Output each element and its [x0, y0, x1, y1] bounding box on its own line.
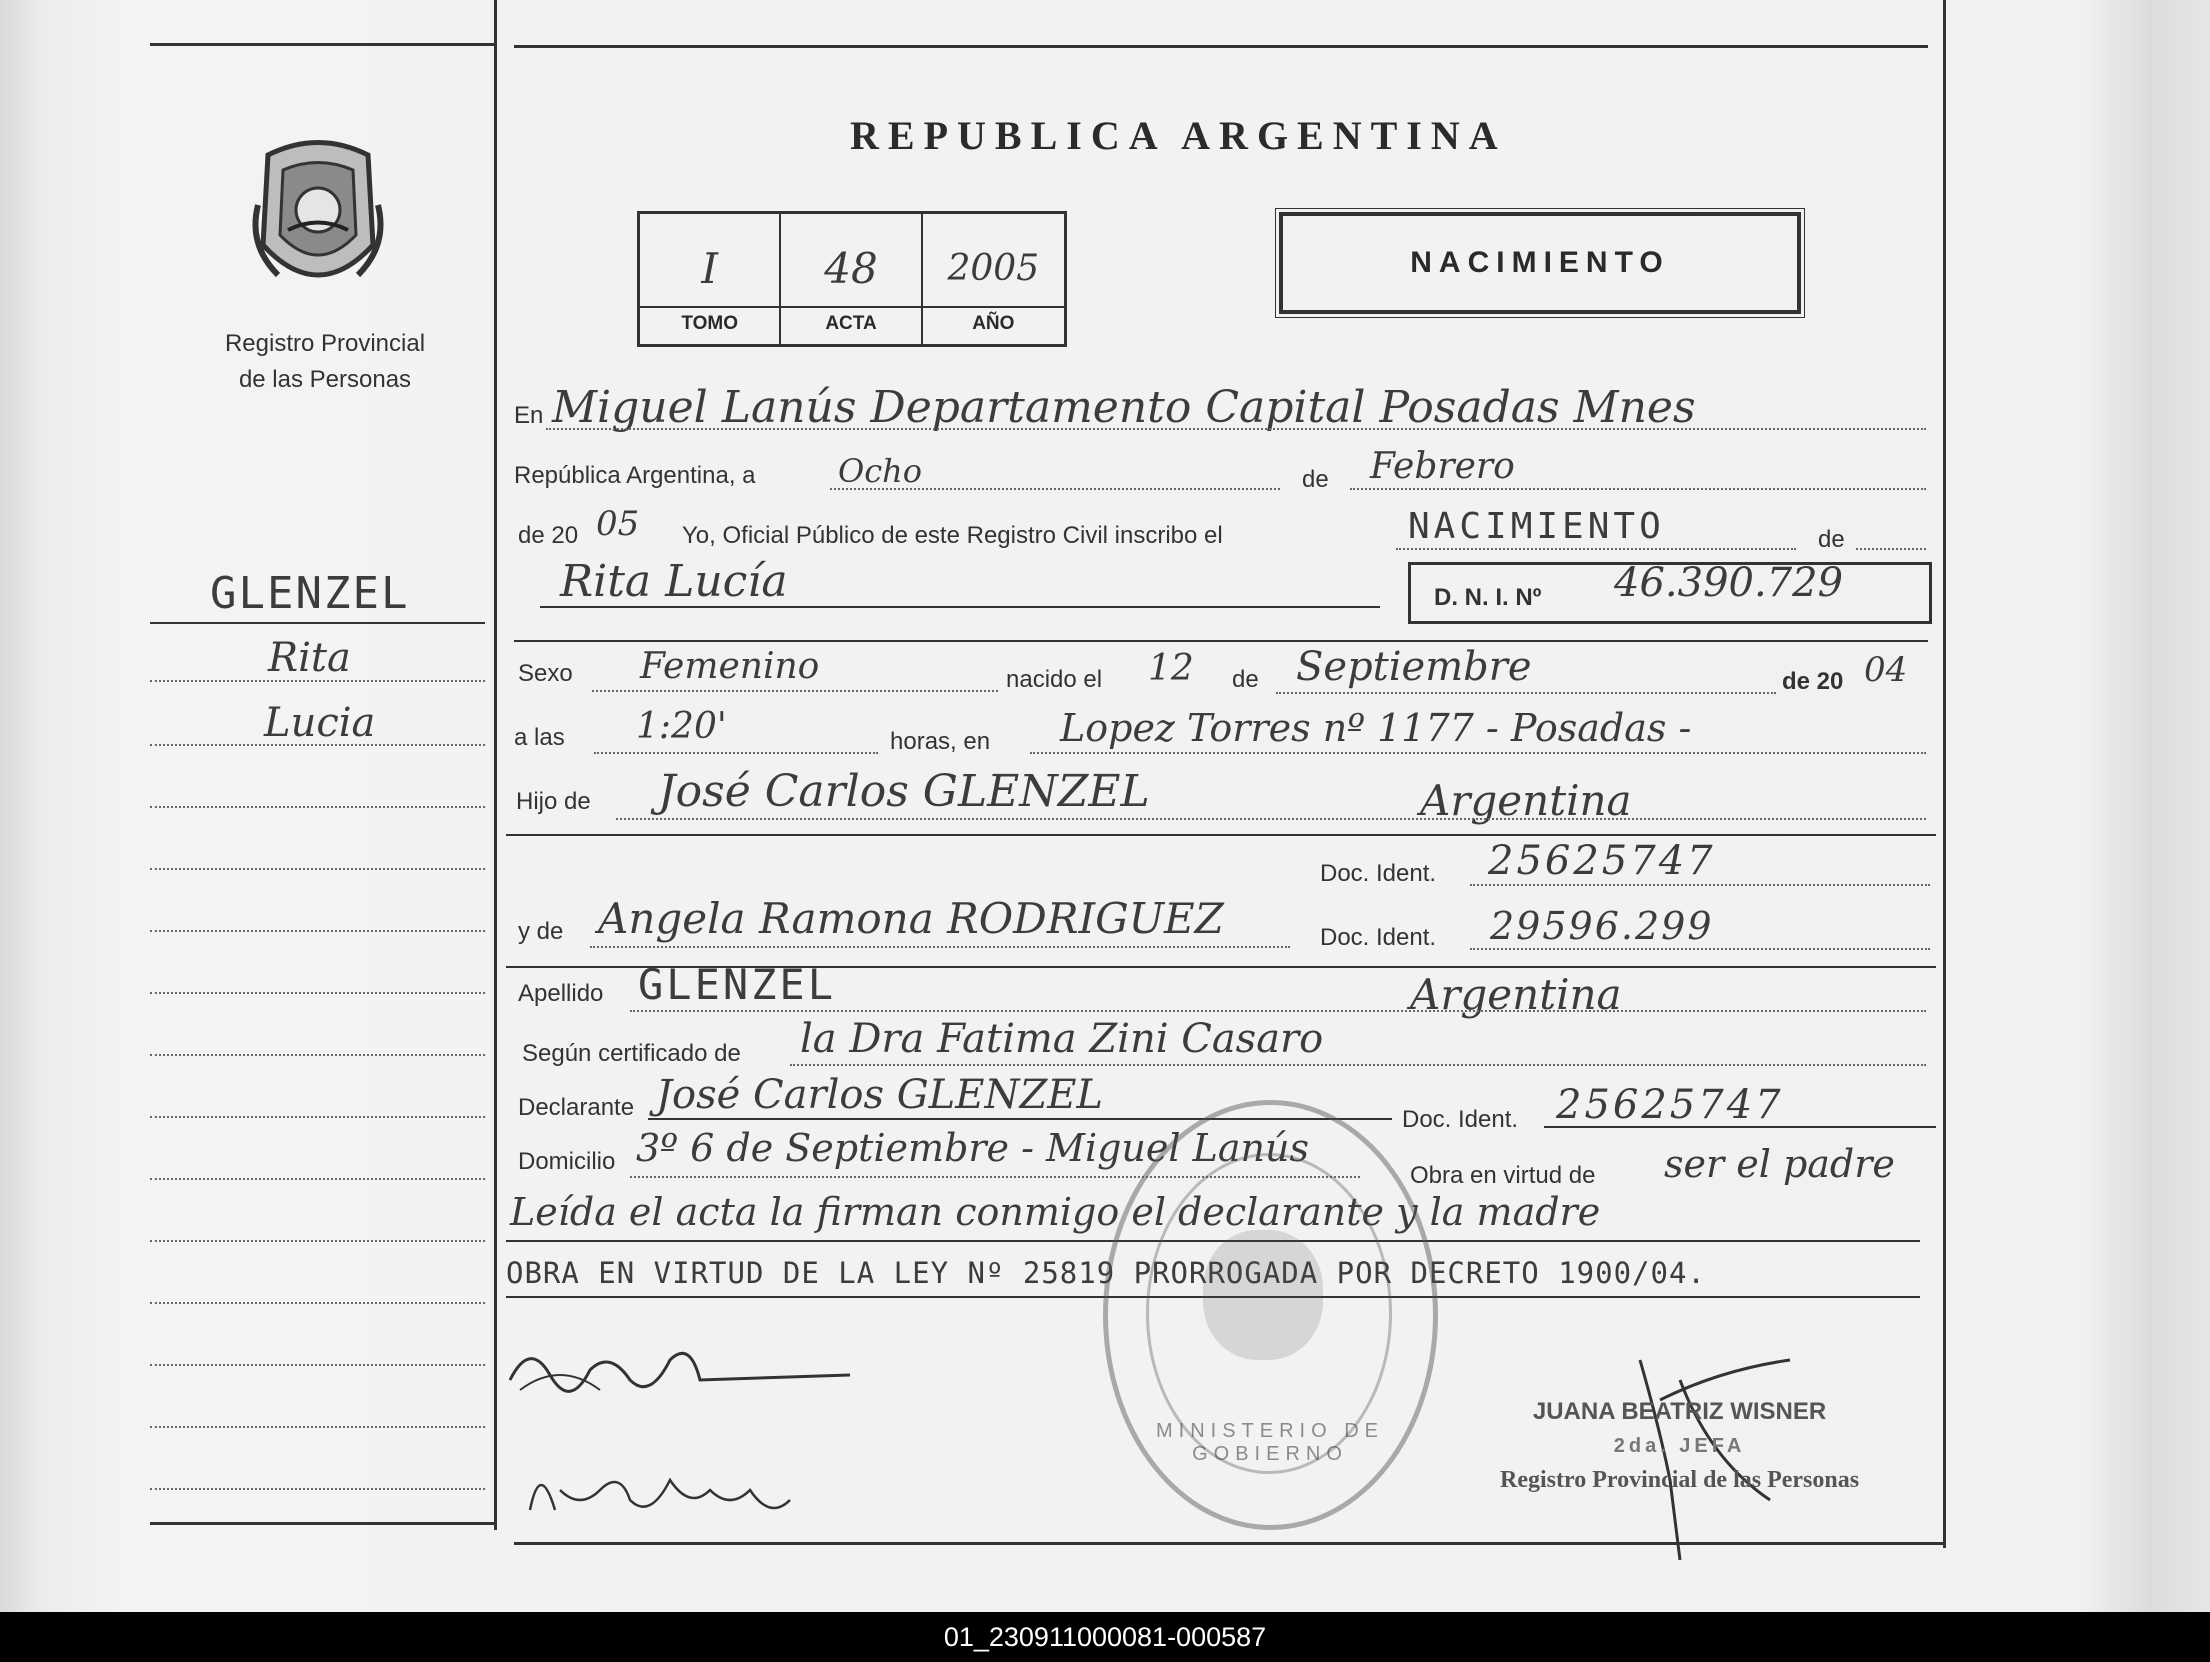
tomo-label: TOMO — [640, 306, 781, 344]
de2-line — [1856, 548, 1926, 550]
father-doc-value: 25625747 — [1488, 838, 1716, 884]
official-name: JUANA BEATRIZ WISNER — [1532, 1398, 1827, 1425]
margin-line — [150, 806, 485, 808]
note-line-1: Leída el acta la firman conmigo el declarante y la madre — [510, 1190, 1601, 1234]
de-label: de — [1302, 466, 1329, 493]
ano-value: 2005 — [947, 248, 1040, 289]
birth-place-value: Lopez Torres nº 1177 - Posadas - — [1060, 706, 1692, 750]
father-rule — [506, 834, 1936, 836]
margin-line — [150, 1426, 485, 1428]
doc-ident-3-label: Doc. Ident. — [1402, 1106, 1519, 1133]
top-rule-left — [150, 43, 494, 46]
top-rule-right — [514, 45, 1928, 48]
image-id-footer: 01_230911000081-000587 — [0, 1612, 2210, 1662]
act-type-label: NACIMIENTO — [1410, 246, 1670, 279]
note-line-2: OBRA EN VIRTUD DE LA LEY Nº 25819 PRORROGADA POR DECRETO 1900/04. — [506, 1256, 1706, 1290]
right-border — [1943, 0, 1946, 1548]
bottom-rule-left — [150, 1522, 494, 1525]
mother-line — [590, 946, 1290, 948]
domicilio-value: 3º 6 de Septiembre - Miguel Lanús — [636, 1126, 1309, 1170]
segun-label: Según certificado de — [522, 1040, 741, 1067]
person-name-line — [540, 606, 1380, 608]
mother-doc-value: 29596.299 — [1490, 904, 1714, 948]
acta-label: ACTA — [781, 306, 922, 344]
registry-line-2: de las Personas — [238, 366, 412, 393]
tomo-value: I — [640, 214, 781, 306]
year-suffix-value: 05 — [596, 504, 640, 544]
acta-value: 48 — [781, 214, 922, 306]
seal-emblem-icon — [1203, 1230, 1323, 1360]
doc-ident-2-label: Doc. Ident. — [1320, 924, 1437, 951]
ano-label: AÑO — [923, 306, 1064, 344]
certificate-line — [790, 1064, 1926, 1066]
margin-line — [150, 1364, 485, 1366]
registry-label — [180, 326, 470, 398]
obra-value: ser el padre — [1664, 1142, 1895, 1186]
de-20-b-label: de 20 — [1782, 668, 1844, 695]
certificate-by-value: la Dra Fatima Zini Casaro — [800, 1016, 1324, 1062]
father-line — [616, 818, 1926, 820]
republica-label: República Argentina, a — [514, 462, 756, 489]
margin-first-name: Rita — [268, 635, 351, 681]
declarante-label: Declarante — [518, 1094, 635, 1121]
apellido-value: GLENZEL — [638, 960, 837, 1009]
provincial-coat-of-arms-icon — [248, 135, 388, 295]
de3-label: de — [1232, 666, 1259, 693]
day-line — [830, 488, 1280, 490]
birth-year-suffix-value: 04 — [1864, 650, 1908, 690]
page-title: REPUBLICA ARGENTINA — [850, 113, 1507, 158]
mother-name-value: Angela Ramona RODRIGUEZ — [598, 894, 1224, 943]
nacido-label: nacido el — [1006, 666, 1103, 693]
dni-label: D. N. I. Nº — [1434, 584, 1542, 611]
dni-value: 46.390.729 — [1614, 560, 1844, 606]
declarante-doc-line — [1544, 1126, 1936, 1128]
margin-line — [150, 1488, 485, 1490]
father-nationality-value: Argentina — [1420, 776, 1632, 825]
mother-signature-icon — [520, 1450, 800, 1530]
sexo-line — [592, 690, 998, 692]
de-20-label: de 20 — [518, 522, 579, 549]
de2-label: de — [1818, 526, 1845, 553]
domicilio-label: Domicilio — [518, 1148, 616, 1175]
margin-second-name: Lucia — [264, 700, 376, 746]
apellido-line — [630, 1010, 1926, 1012]
declarant-signature-icon — [500, 1320, 860, 1410]
act-type-box — [1279, 212, 1801, 314]
margin-surname: GLENZEL — [210, 568, 410, 619]
doc-ident-label: Doc. Ident. — [1320, 860, 1437, 887]
apellido-label: Apellido — [518, 980, 604, 1007]
section-rule — [514, 640, 1928, 642]
margin-line — [150, 868, 485, 870]
apellido-nationality-value: Argentina — [1410, 970, 1622, 1019]
margin-line — [150, 1240, 485, 1242]
declarante-value: José Carlos GLENZEL — [656, 1072, 1103, 1118]
day-value: Ocho — [838, 452, 923, 490]
birth-month-line — [1276, 692, 1776, 694]
margin-line — [150, 1178, 485, 1180]
seal-text: MINISTERIO DE GOBIERNO — [1155, 1420, 1384, 1465]
margin-line — [150, 1054, 485, 1056]
y-de-label: y de — [518, 918, 564, 945]
act-line — [1396, 548, 1796, 550]
mother-doc-line — [1470, 948, 1930, 950]
birth-time-line — [594, 752, 878, 754]
margin-line — [150, 992, 485, 994]
official-stamp — [1500, 1395, 1859, 1497]
act-written-value: NACIMIENTO — [1408, 506, 1665, 547]
a-las-label: a las — [514, 724, 565, 751]
sexo-label: Sexo — [518, 660, 573, 687]
declarante-doc-value: 25625747 — [1556, 1082, 1784, 1128]
margin-divider — [494, 0, 497, 1530]
en-label: En — [514, 402, 544, 429]
margin-line — [150, 1302, 485, 1304]
registry-line-1: Registro Provincial — [224, 330, 426, 357]
horas-en-label: horas, en — [890, 728, 991, 755]
yo-oficial-label: Yo, Oficial Público de este Registro Civil inscribo el — [682, 522, 1223, 549]
father-name-value: José Carlos GLENZEL — [658, 766, 1150, 817]
obra-label: Obra en virtud de — [1410, 1162, 1596, 1189]
official-office: Registro Provincial de las Personas — [1500, 1467, 1860, 1493]
month-value: Febrero — [1370, 446, 1515, 487]
margin-name-rule — [150, 622, 485, 624]
father-doc-line — [1470, 884, 1930, 886]
month-line — [1350, 488, 1926, 490]
person-name-value: Rita Lucía — [560, 556, 788, 607]
sexo-value: Femenino — [640, 646, 820, 687]
birth-place-line — [1030, 752, 1926, 754]
margin-line — [150, 930, 485, 932]
official-role: 2da. JEFA — [1613, 1435, 1746, 1457]
place-line — [546, 428, 1926, 430]
place-value: Miguel Lanús Departamento Capital Posadas Mnes — [552, 382, 1696, 433]
birth-day-value: 12 — [1148, 648, 1194, 689]
birth-month-value: Septiembre — [1296, 644, 1532, 690]
record-number-table — [637, 211, 1067, 347]
birth-time-value: 1:20' — [636, 706, 727, 747]
margin-line — [150, 1116, 485, 1118]
hijo-de-label: Hijo de — [516, 788, 591, 815]
